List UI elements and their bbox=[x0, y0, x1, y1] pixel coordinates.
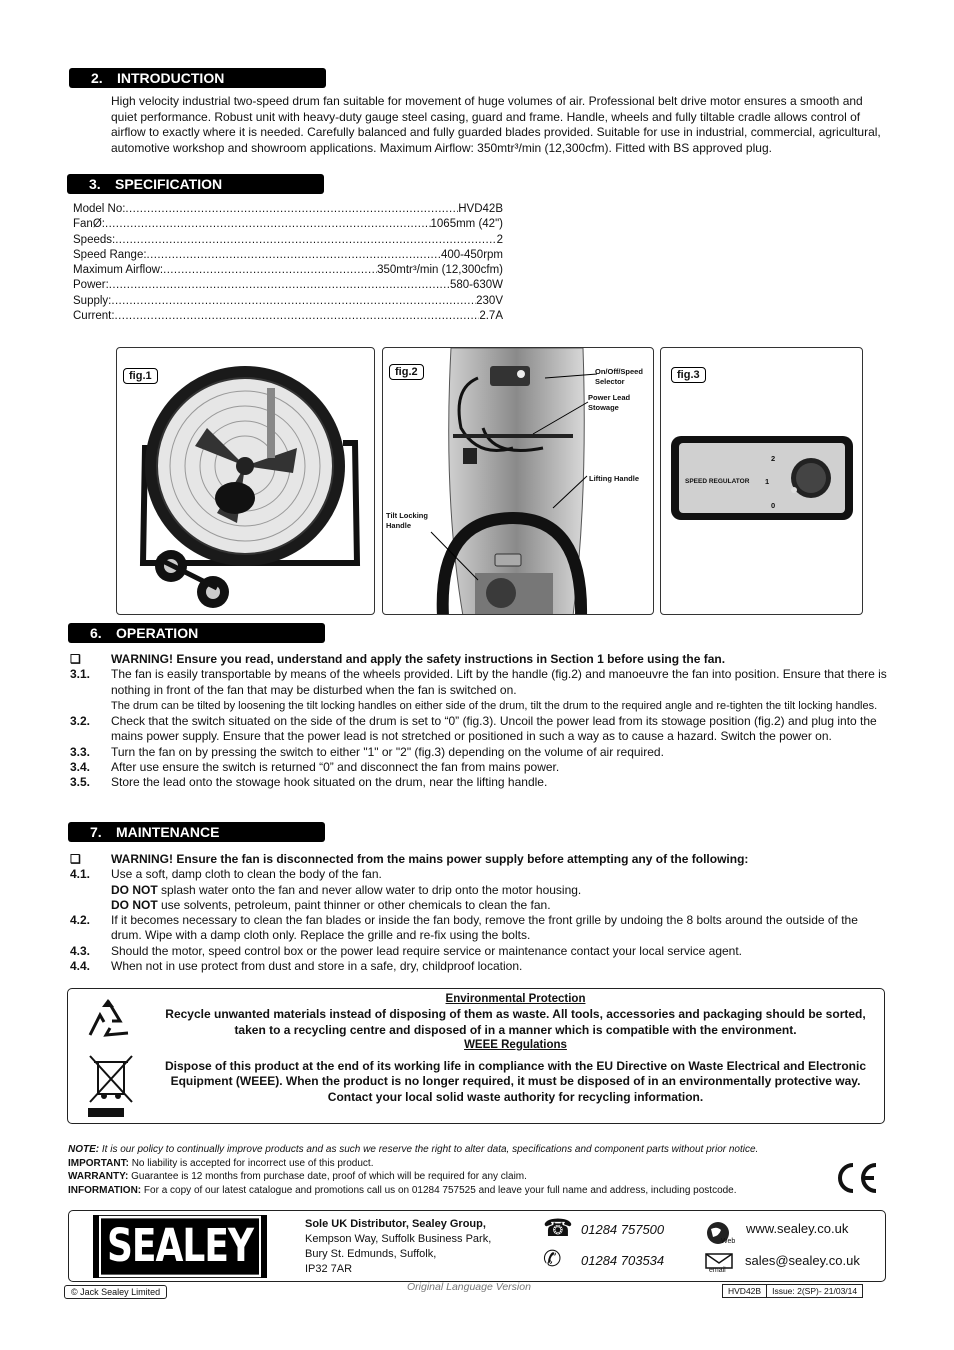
address-line: IP32 7AR bbox=[305, 1263, 353, 1275]
leader-dots bbox=[147, 248, 441, 263]
item-text: The fan is easily transportable by means of the wheels provided. Lift by the handle (fig.2) and manoeuvre the fan into position. Ensure that there is nothing in front of the fan that may be disturbed when the fan is switched on. bbox=[111, 667, 887, 697]
note-label: NOTE: bbox=[68, 1144, 100, 1155]
item-text: Use a soft, damp cloth to clean the body of the fan. bbox=[111, 867, 382, 882]
warning-item bbox=[70, 852, 890, 867]
checkbox-bullet-icon: ❏ bbox=[70, 852, 81, 866]
spec-value: 1065mm (42") bbox=[430, 218, 503, 231]
section-header-introduction bbox=[69, 68, 326, 88]
spec-value: 2 bbox=[496, 233, 503, 246]
callout-power-lead-stowage: Power Lead Stowage bbox=[588, 393, 631, 412]
web-icon-label: Web bbox=[721, 1238, 736, 1245]
email-icon bbox=[705, 1253, 733, 1275]
note-label: INFORMATION: bbox=[68, 1184, 142, 1196]
item-text: After use ensure the switch is returned “0” and disconnect the fan from mains power. bbox=[111, 760, 560, 775]
list-item bbox=[70, 775, 890, 790]
spec-row bbox=[73, 278, 503, 293]
callout-tilt-locking-handle: Tilt Locking Handle bbox=[386, 511, 428, 530]
callout-lifting-handle: Lifting Handle bbox=[589, 474, 639, 483]
item-text: Turn the fan on by pressing the switch to either "1" or "2" (fig.3) depending on the volume of air required. bbox=[111, 744, 664, 759]
item-text: Store the lead onto the stowage hook situated on the drum, near the lifting handle. bbox=[111, 775, 548, 790]
warning-item bbox=[70, 652, 890, 667]
spec-value: 580-630W bbox=[449, 279, 503, 292]
spec-value: 230V bbox=[476, 294, 503, 307]
item-text: use solvents, petroleum, paint thinner or other chemicals to clean the fan. bbox=[157, 897, 551, 912]
section-header-specification bbox=[67, 174, 324, 194]
logo-text: SEALEY bbox=[99, 1216, 261, 1277]
section-header-operation bbox=[68, 623, 325, 643]
spec-row bbox=[73, 248, 503, 263]
footer-contact-box bbox=[68, 1210, 886, 1282]
item-body bbox=[111, 667, 890, 714]
email-icon-label: email bbox=[709, 1267, 726, 1274]
email-link[interactable]: sales@sealey.co.uk bbox=[745, 1253, 860, 1268]
item-text: splash water onto the fan and never allow water to drip onto the motor housing. bbox=[157, 882, 582, 897]
sealey-logo bbox=[93, 1215, 267, 1278]
operation-list bbox=[70, 652, 890, 791]
item-number: 3.5. bbox=[70, 775, 91, 790]
spec-row bbox=[73, 202, 503, 217]
note-line bbox=[68, 1184, 868, 1198]
weee-title: WEEE Regulations bbox=[464, 1038, 567, 1051]
list-item bbox=[70, 760, 890, 775]
note-line bbox=[68, 1157, 868, 1171]
ce-mark-icon bbox=[834, 1161, 880, 1195]
list-item bbox=[70, 913, 890, 944]
spec-value: HVD42B bbox=[458, 203, 503, 215]
item-text: If it becomes necessary to clean the fan blades or inside the fan body, remove the front grille by undoing the 8 bolts around the outside of the drum. Wipe with a damp cloth only. Replace the grille and re-fix using the bolts. bbox=[111, 913, 858, 943]
leader-dots bbox=[115, 233, 496, 248]
list-item bbox=[70, 745, 890, 760]
spec-row bbox=[73, 294, 503, 309]
note-text: Guarantee is 12 months from purchase date, proof of which will be required for any claim. bbox=[128, 1171, 527, 1182]
do-not-label: DO NOT bbox=[111, 882, 158, 897]
checkbox-bullet-icon: ❏ bbox=[70, 652, 81, 666]
website-link[interactable]: www.sealey.co.uk bbox=[746, 1221, 849, 1236]
callout-on-off-speed-selector: On/Off/Speed Selector bbox=[595, 367, 643, 386]
section-title: MAINTENANCE bbox=[116, 824, 220, 840]
spec-row bbox=[73, 217, 503, 232]
dial-mark-2: 2 bbox=[771, 454, 776, 463]
note-text: No liability is accepted for incorrect use of this product. bbox=[128, 1157, 374, 1169]
spec-label: FanØ: bbox=[73, 218, 105, 231]
list-item bbox=[70, 714, 890, 745]
spec-value: 400-450rpm bbox=[440, 248, 503, 261]
environmental-protection-box bbox=[67, 988, 885, 1124]
warning-text: WARNING! Ensure you read, understand and apply the safety instructions in Section 1 before using the fan. bbox=[111, 652, 726, 666]
leader-dots bbox=[163, 263, 377, 278]
item-number: 4.4. bbox=[70, 959, 91, 974]
list-item bbox=[70, 667, 890, 714]
section-number: 3. bbox=[89, 176, 101, 192]
do-not-label: DO NOT bbox=[111, 897, 158, 912]
note-text: For a copy of our latest catalogue and promotions call us on 01284 757525 and leave your full name and address, including postcode. bbox=[141, 1184, 737, 1196]
spec-row bbox=[73, 263, 503, 278]
leader-dots bbox=[125, 202, 458, 217]
address-line: Bury St. Edmunds, Suffolk, bbox=[305, 1248, 437, 1260]
specification-list bbox=[73, 202, 503, 324]
warning-text: WARNING! Ensure the fan is disconnected from the mains power supply before attempting any of the following: bbox=[111, 852, 749, 866]
recycle-icon bbox=[80, 995, 136, 1051]
note-text: It is our policy to continually improve products and as such we reserve the right to alter data, specifications and component parts without prior notice. bbox=[99, 1144, 759, 1155]
item-number: 3.1. bbox=[70, 667, 91, 682]
phone-number[interactable]: 01284 757500 bbox=[581, 1222, 665, 1237]
spec-value: 350mtr³/min (12,300cfm) bbox=[377, 264, 503, 277]
item-number: 3.2. bbox=[70, 714, 91, 729]
issue-badge bbox=[722, 1284, 863, 1298]
model-number: HVD42B bbox=[728, 1286, 762, 1296]
issue-date: Issue: 2(SP)- 21/03/14 bbox=[766, 1285, 862, 1297]
figure-2-panel bbox=[382, 347, 654, 615]
weee-crossed-bin-icon bbox=[86, 1052, 136, 1122]
spec-row bbox=[73, 309, 503, 324]
leader-dots bbox=[111, 294, 476, 309]
environmental-protection-title: Environmental Protection bbox=[445, 993, 586, 1005]
address-block bbox=[305, 1217, 491, 1277]
item-text: When not in use protect from dust and store in a safe, dry, childproof location. bbox=[111, 959, 523, 974]
leader-dots bbox=[115, 309, 480, 324]
figure-1-panel bbox=[116, 347, 375, 615]
item-text-secondary: The drum can be tilted by loosening the tilt locking handles on either side of the drum, tilt the drum to the required angle and re-tighten the tilt locking handles. bbox=[111, 699, 878, 712]
note-label: WARRANTY: bbox=[68, 1171, 129, 1182]
item-number: 4.1. bbox=[70, 867, 91, 882]
section-header-maintenance bbox=[68, 822, 325, 842]
spec-label: Model No: bbox=[73, 203, 126, 215]
item-body bbox=[111, 867, 890, 913]
figure-2-label: fig.2 bbox=[389, 364, 424, 380]
drum-fan-illustration bbox=[117, 348, 375, 615]
section-title: INTRODUCTION bbox=[117, 70, 225, 86]
dial-mark-1: 1 bbox=[765, 477, 770, 486]
section-title: SPECIFICATION bbox=[115, 176, 223, 192]
address-line: Kempson Way, Suffolk Business Park, bbox=[305, 1233, 492, 1245]
note-line bbox=[68, 1143, 868, 1157]
spec-label: Speeds: bbox=[73, 233, 116, 246]
section-title: OPERATION bbox=[116, 625, 199, 641]
env-block bbox=[158, 992, 873, 1105]
original-language-note: Original Language Version bbox=[407, 1281, 531, 1293]
item-text: Should the motor, speed control box or the power lead require service or maintenance contact your local service agent. bbox=[111, 943, 743, 958]
telephone-icon: ☎ bbox=[543, 1215, 573, 1242]
section-number: 2. bbox=[91, 70, 103, 86]
leader-dots bbox=[109, 278, 450, 293]
list-item bbox=[70, 959, 890, 974]
spec-label: Power: bbox=[73, 279, 109, 292]
item-number: 3.3. bbox=[70, 744, 91, 759]
copyright-badge: © Jack Sealey Limited bbox=[64, 1285, 167, 1299]
figure-3-label: fig.3 bbox=[671, 367, 706, 383]
section-number: 6. bbox=[90, 625, 102, 641]
introduction-text: High velocity industrial two-speed drum fan suitable for movement of huge volumes of air. Professional belt drive motor ensures a smooth and quiet performance. Robust unit with heavy-duty gauge steel casing, guard and frame. Handle, wheels and fully tiltable cradle allows control of airflow to exactly where it is needed. Carefully balanced and fully guarded blades provided. Suitable for use in industrial, commercial, agricultural, automotive workshop and showroom applications. Maximum Airflow: 350mtr³/min (12,300cfm). Fitted with BS approved plug. bbox=[111, 94, 881, 155]
notes-block bbox=[68, 1143, 868, 1197]
figure-3-panel bbox=[660, 347, 863, 615]
maintenance-list bbox=[70, 852, 890, 974]
item-text: Check that the switch situated on the side of the drum is set to “0” (fig.3). Uncoil the power lead from its stowage position (fig.2) and plug into the mains power supply. Ensure that the power lead is not stretched or positioned in such a way as to cause a hazard. Switch the power on. bbox=[111, 714, 877, 744]
spec-row bbox=[73, 233, 503, 248]
item-number: 4.3. bbox=[70, 943, 91, 958]
figure-1-label: fig.1 bbox=[123, 368, 158, 384]
spec-value: 2.7A bbox=[479, 310, 503, 323]
fax-icon: ✆ bbox=[543, 1246, 562, 1271]
leader-dots bbox=[105, 217, 431, 232]
web-icon bbox=[705, 1220, 735, 1250]
section-number: 7. bbox=[90, 824, 102, 840]
note-label: IMPORTANT: bbox=[68, 1157, 129, 1169]
spec-label: Current: bbox=[73, 310, 115, 323]
dial-mark-0: 0 bbox=[771, 501, 776, 510]
weee-text: Dispose of this product at the end of its working life in compliance with the EU Directive on Waste Electrical and Electronic Equipment (WEEE). When the product is no longer required, it must be disposed of in an environmentally protective way. Contact your local solid waste authority for recycling information. bbox=[164, 1059, 866, 1104]
item-number: 3.4. bbox=[70, 760, 91, 775]
spec-label: Maximum Airflow: bbox=[73, 264, 164, 277]
fax-number[interactable]: 01284 703534 bbox=[581, 1253, 665, 1268]
spec-label: Supply: bbox=[73, 294, 112, 307]
list-item bbox=[70, 944, 890, 959]
environmental-protection-text: Recycle unwanted materials instead of disposing of them as waste. All tools, accessories and packaging should be sorted, taken to a recycling centre and disposed of in a manner which is compatible with the environment. bbox=[165, 1007, 866, 1037]
list-item bbox=[70, 867, 890, 913]
item-number: 4.2. bbox=[70, 913, 91, 928]
speed-regulator-panel-text: SPEED REGULATOR bbox=[685, 478, 750, 485]
note-line bbox=[68, 1170, 868, 1184]
address-title: Sole UK Distributor, Sealey Group, bbox=[305, 1218, 486, 1230]
spec-label: Speed Range: bbox=[73, 248, 147, 261]
